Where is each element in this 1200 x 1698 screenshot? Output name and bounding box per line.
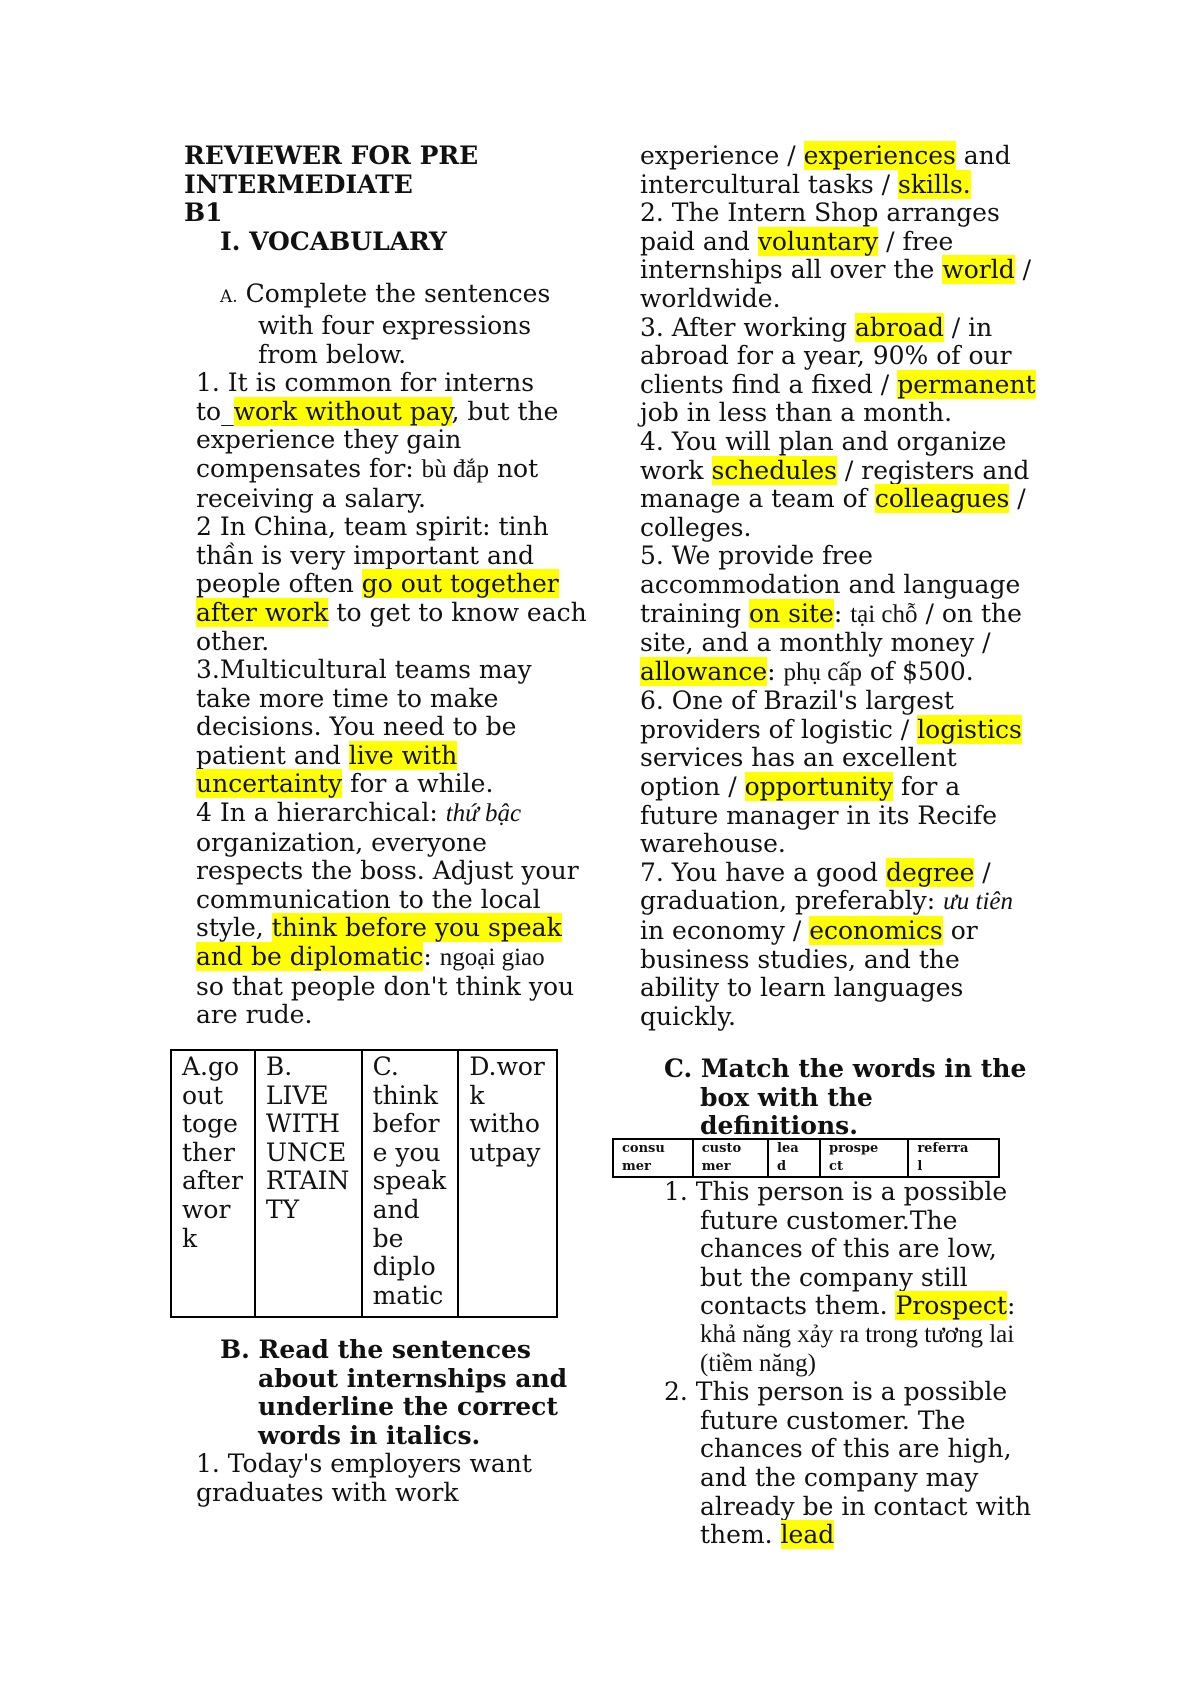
b3-line: job in less than a month. [640, 398, 953, 428]
part-a-instruction-1: A. Complete the sentences [220, 279, 551, 309]
left-column [184, 142, 604, 1030]
definition-1-line-2: future customer.The [700, 1205, 958, 1235]
b1-line: experience / experiences and [640, 141, 1011, 170]
sentence-1-line-1: 1. It is common for interns [196, 368, 535, 398]
answer-highlight: permanent [897, 369, 1036, 399]
answer-highlight: work without pay [233, 396, 452, 426]
b3-line: 3. After working abroad / in [640, 312, 993, 342]
b7-line: 7. You have a good degree / [640, 857, 991, 887]
b6-line: option / opportunity for a [640, 772, 961, 802]
answer-highlight: lead [780, 1520, 835, 1550]
sentence-1-line-2: to_work without pay, but the [196, 396, 559, 426]
option-a-cell: A.go out toge ther after wor k [171, 1050, 255, 1317]
b3-line: abroad for a year, 90% of our [640, 341, 1012, 371]
vietnamese-note: khả năng xảy ra trong tương lai [700, 1320, 1015, 1348]
answer-highlight: colleagues [874, 484, 1010, 514]
b3-line: clients find a fixed / permanent [640, 369, 1036, 399]
b2-line: internships all over the world / [640, 255, 1032, 285]
part-b-block [184, 1336, 604, 1508]
answer-highlight: world [942, 255, 1015, 285]
b5-line: site, and a monthly money / [640, 628, 991, 658]
b7-line: graduation, preferably: ưu tiên [640, 886, 1013, 916]
definition-2-line-3: chances of this are high, [700, 1434, 1012, 1464]
answer-highlight: Prospect [895, 1291, 1007, 1321]
word-box-table [612, 1138, 1000, 1178]
sentence-4-line-1: 4 In a hierarchical: thứ bậc [196, 798, 522, 828]
word-lead: lea d [768, 1139, 820, 1177]
definition-2-line-2: future customer. The [700, 1405, 966, 1435]
answer-highlight: experiences [803, 141, 956, 170]
sentence-2-line-3: people often go out together [196, 569, 559, 599]
b1-line: intercultural tasks / skills. [640, 169, 971, 199]
answer-highlight: voluntary [757, 226, 879, 256]
b7-line: in economy / economics or [640, 916, 978, 946]
b4-line: 4. You will plan and organize [640, 426, 1007, 456]
doc-title-line2: INTERMEDIATE [184, 169, 413, 199]
word-consumer: consu mer [613, 1139, 693, 1177]
answer-highlight: abroad [855, 312, 944, 342]
answer-highlight: economics [809, 916, 943, 946]
sentence-4-line-3: respects the boss. Adjust your [196, 856, 579, 886]
b5-line: accommodation and language [640, 569, 1021, 599]
part-c-definitions [664, 1178, 1064, 1550]
part-b-sentence-1-line-2: graduates with work [196, 1477, 459, 1507]
option-d-cell: D.wor k witho utpay [458, 1050, 557, 1317]
b4-line: manage a team of colleagues / [640, 484, 1026, 514]
answer-highlight: skills. [898, 169, 971, 199]
answer-highlight: think before you speak [271, 913, 562, 943]
b7-line: quickly. [640, 1001, 736, 1031]
sentence-4-line-8: are rude. [196, 1000, 313, 1030]
part-c-heading-1: C. Match the words in the [664, 1054, 1027, 1083]
section-heading-vocabulary: I. VOCABULARY [220, 226, 447, 256]
part-b-heading-4: words in italics. [258, 1420, 481, 1450]
vietnamese-note: ngoại giao [439, 944, 545, 972]
part-b-heading-3: underline the correct [258, 1392, 558, 1422]
sentence-3-line-2: take more time to make [196, 683, 499, 713]
sentence-1-line-5: receiving a salary. [196, 483, 426, 513]
b2-line: 2. The Intern Shop arranges [640, 198, 1000, 228]
word-referral: referra l [908, 1139, 999, 1177]
sentence-1-line-3: experience they gain [196, 425, 462, 455]
word-prospect: prospe ct [820, 1139, 908, 1177]
sentence-4-line-6: and be diplomatic: ngoại giao [196, 942, 545, 972]
vietnamese-note: phụ cấp [783, 658, 862, 686]
b5-line: allowance: phụ cấp of $500. [640, 656, 974, 686]
option-b-cell: B. LIVE WITH UNCE RTAIN TY [255, 1050, 362, 1317]
sentence-3-line-4: patient and live with [196, 740, 458, 770]
sentence-4-line-4: communication to the local [196, 884, 541, 914]
expressions-table [170, 1049, 558, 1318]
definition-1-line-5: contacts them. Prospect: [700, 1291, 1016, 1321]
definition-2-line-1: 2. This person is a possible [664, 1377, 1008, 1407]
answer-highlight: uncertainty [196, 769, 343, 799]
b2-line: worldwide. [640, 283, 781, 313]
doc-title-line1: REVIEWER FOR PRE [184, 141, 479, 170]
sentence-1-line-4: compensates for: bù đắp not [196, 453, 539, 483]
sentence-2-line-4: after work to get to know each [196, 597, 587, 627]
definition-2-line-5: already be in contact with [700, 1491, 1032, 1521]
sentence-4-line-5: style, think before you speak [196, 913, 562, 943]
answer-highlight: allowance [640, 656, 768, 686]
definition-1-line-1: 1. This person is a possible [664, 1177, 1008, 1206]
vietnamese-note: bù đắp [421, 455, 489, 483]
answer-highlight: live with [348, 740, 458, 770]
b7-line: business studies, and the [640, 944, 960, 974]
part-c-heading-block [664, 1055, 1064, 1141]
vietnamese-note: ưu tiên [943, 888, 1013, 916]
right-column [640, 142, 1040, 1031]
vietnamese-note: (tiềm năng) [700, 1349, 816, 1377]
sentence-2-line-1: 2 In China, team spirit: tinh [196, 512, 549, 542]
answer-highlight: schedules [711, 455, 837, 485]
part-b-heading-1: B. Read the sentences [220, 1335, 531, 1364]
b6-line: warehouse. [640, 829, 786, 859]
b6-line: services has an excellent [640, 743, 957, 773]
answer-highlight: degree [886, 857, 975, 887]
definition-2-line-4: and the company may [700, 1462, 979, 1492]
part-b-sentence-1-line-1: 1. Today's employers want [196, 1449, 532, 1479]
part-c-heading-2: box with the [700, 1082, 873, 1112]
part-a-instruction-3: from below. [258, 339, 407, 369]
b2-line: paid and voluntary / free [640, 226, 954, 256]
b4-line: work schedules / registers and [640, 455, 1030, 485]
sentence-4-line-7: so that people don't think you [196, 971, 575, 1001]
answer-highlight: opportunity [744, 772, 894, 802]
b7-line: ability to learn languages [640, 973, 964, 1003]
b4-line: colleges. [640, 512, 752, 542]
sentence-2-line-5: other. [196, 626, 270, 656]
part-c-heading-3: definitions. [700, 1111, 858, 1141]
answer-highlight: and be diplomatic [196, 942, 424, 972]
option-c-cell: C. think befor e you speak and be diplo matic [362, 1050, 459, 1317]
b6-line: future manager in its Recife [640, 800, 998, 830]
sentence-3-line-3: decisions. You need to be [196, 712, 517, 742]
definition-2-line-6: them. lead [700, 1520, 835, 1550]
definition-1-line-4: but the company still [700, 1262, 968, 1292]
b6-line: providers of logistic / logistics [640, 714, 1022, 744]
sentence-2-line-2: thần is very important and [196, 540, 534, 570]
part-b-heading-2: about internships and [258, 1363, 568, 1393]
definition-1-line-3: chances of this are low, [700, 1234, 997, 1264]
doc-level: B1 [184, 198, 223, 228]
sentence-4-line-2: organization, everyone [196, 827, 487, 857]
b6-line: 6. One of Brazil's largest [640, 686, 954, 716]
sentence-3-line-1: 3.Multicultural teams may [196, 655, 532, 685]
answer-highlight: after work [196, 597, 329, 627]
sentence-3-line-5: uncertainty for a while. [196, 769, 494, 799]
answer-highlight: logistics [917, 714, 1022, 744]
b5-line: training on site: tại chỗ / on the [640, 598, 1022, 628]
answer-highlight: on site [749, 598, 834, 628]
part-a-instruction-2: with four expressions [258, 310, 532, 340]
vietnamese-note: tại chỗ [850, 600, 918, 628]
answer-highlight: go out together [361, 569, 559, 599]
vietnamese-note: thứ bậc [445, 800, 522, 828]
b5-line: 5. We provide free [640, 541, 873, 571]
part-a-marker: A. [220, 287, 238, 308]
word-customer: custo mer [693, 1139, 768, 1177]
